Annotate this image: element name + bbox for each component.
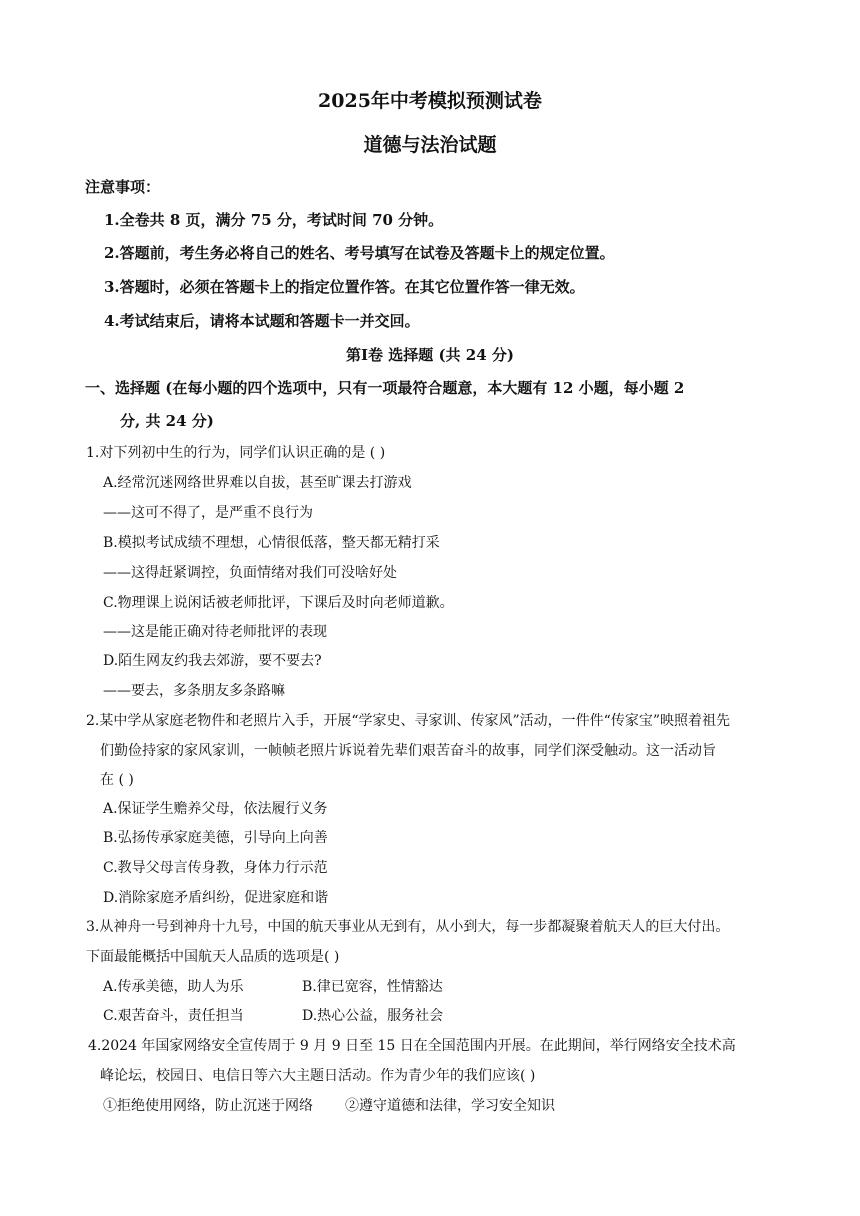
q2-option: B.弘扬传承家庭美德，引导向上向善	[103, 830, 328, 846]
q2-option: A.保证学生赡养父母，依法履行义务	[103, 801, 328, 817]
notice-item: 1.全卷共 8 页，满分 75 分，考试时间 70 分钟。	[104, 211, 444, 229]
q1-option: ——这得赶紧调控，负面情绪对我们可没啥好处	[103, 565, 397, 581]
notice-item: 4.考试结束后，请将本试题和答题卡一并交回。	[104, 312, 420, 330]
q3-option: B.律已宽容，性情豁达	[302, 979, 443, 995]
part-heading: 一、选择题 (在每小题的四个选项中，只有一项最符合题意，本大题有 12 小题，每小题 2	[85, 379, 685, 397]
q1-option: C.物理课上说闲话被老师批评，下课后及时向老师道歉。	[103, 595, 454, 611]
notice-item: 3.答题时，必须在答题卡上的指定位置作答。在其它位置作答一律无效。	[104, 278, 585, 296]
question-2-stem: 们勤俭持家的家风家训，一帧帧老照片诉说着先辈们艰苦奋斗的故事，同学们深受触动。这一活动旨	[100, 743, 716, 759]
q1-option: ——要去，多条朋友多条路嘛	[103, 683, 285, 699]
question-2-stem: 在 ( )	[100, 772, 134, 788]
q4-option: ①拒绝使用网络，防止沉迷于网络	[103, 1098, 313, 1114]
exam-title: 2025年中考模拟预测试卷	[318, 90, 542, 112]
q3-option: D.热心公益，服务社会	[302, 1008, 444, 1024]
question-1-stem: 1.对下列初中生的行为，同学们认识正确的是 ( )	[86, 445, 386, 461]
q2-option: D.消除家庭矛盾纠纷，促进家庭和谐	[103, 890, 329, 906]
q1-option: ——这是能正确对待老师批评的表现	[103, 624, 327, 640]
q3-option: A.传承美德，助人为乐	[103, 979, 244, 995]
q1-option: D.陌生网友约我去郊游，要不要去?	[103, 653, 322, 669]
notice-heading: 注意事项：	[85, 178, 161, 196]
question-3-stem: 下面最能概括中国航天人品质的选项是( )	[86, 949, 340, 965]
q3-option: C.艰苦奋斗，责任担当	[103, 1008, 244, 1024]
exam-subtitle: 道德与法治试题	[363, 134, 497, 156]
question-3-stem: 3.从神舟一号到神舟十九号，中国的航天事业从无到有，从小到大，每一步都凝聚着航天人的巨大付出。	[86, 919, 730, 935]
question-4-stem: 峰论坛，校园日、电信日等六大主题日活动。作为青少年的我们应该( )	[100, 1068, 536, 1084]
question-2-stem: 2.某中学从家庭老物件和老照片入手，开展“学家史、寻家训、传家风”活动，一件件“传家宝”映照着祖先	[86, 713, 730, 729]
q1-option: ——这可不得了，是严重不良行为	[103, 505, 313, 521]
q4-option: ②遵守道德和法律，学习安全知识	[345, 1098, 555, 1114]
part-heading-continued: 分, 共 24 分)	[120, 412, 214, 430]
q1-option: B.模拟考试成绩不理想，心情很低落，整天都无精打采	[103, 535, 440, 551]
question-4-stem: 4.2024 年国家网络安全宣传周于 9 月 9 日至 15 日在全国范围内开展。在此期间，举行网络安全技术高	[88, 1038, 736, 1054]
notice-item: 2.答题前，考生务必将自己的姓名、考号填写在试卷及答题卡上的规定位置。	[104, 244, 615, 262]
q1-option: A.经常沉迷网络世界难以自拔，甚至旷课去打游戏	[103, 475, 412, 491]
section-title: 第Ⅰ卷 选择题 (共 24 分)	[346, 346, 514, 364]
q2-option: C.教导父母言传身教，身体力行示范	[103, 860, 328, 876]
